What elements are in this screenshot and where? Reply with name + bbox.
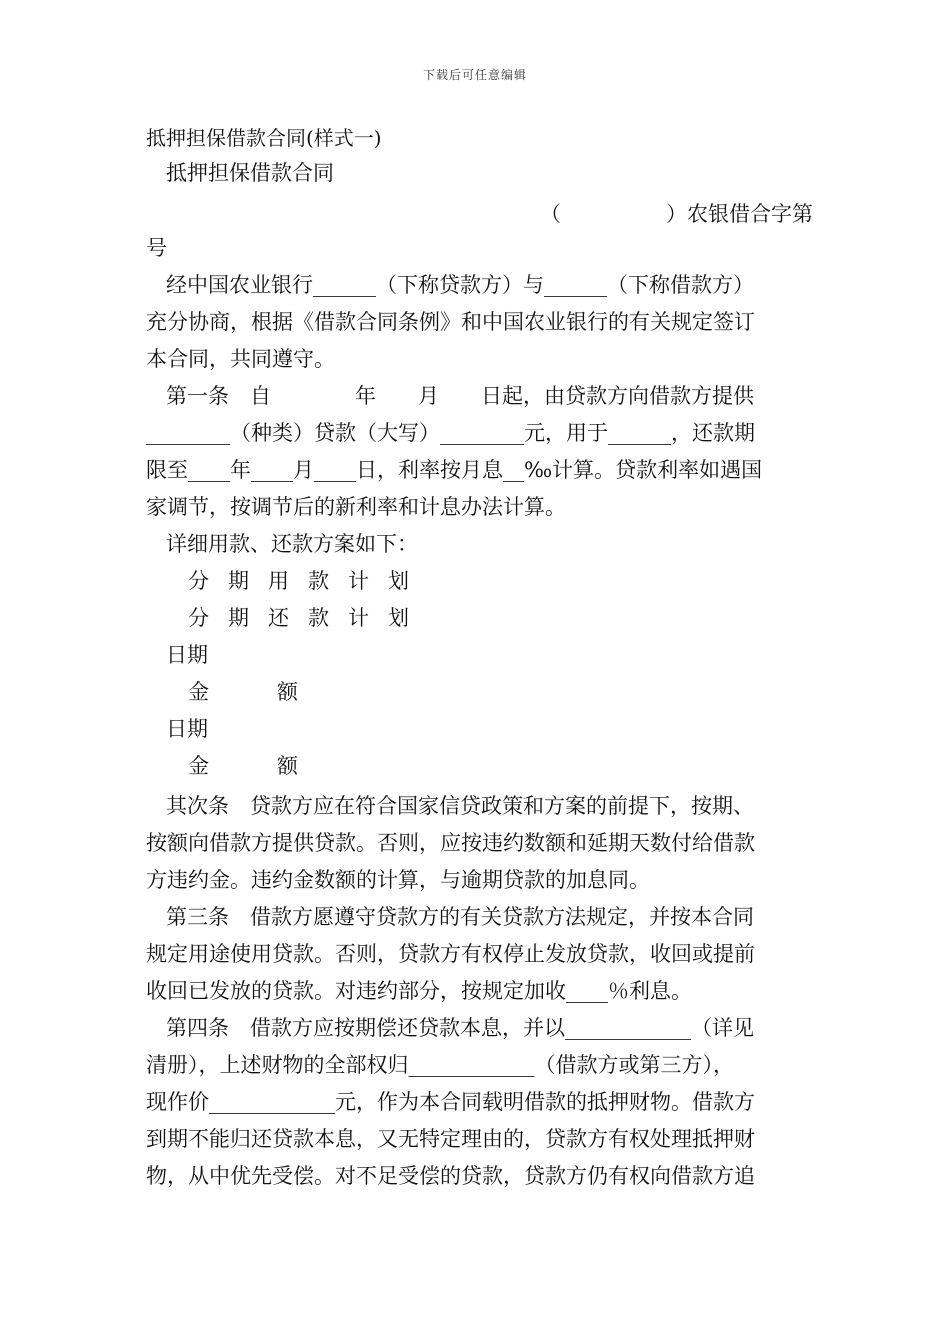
article-1-line: 第一条 自 年 月 日起，由贷款方向借款方提供 — [166, 384, 754, 408]
amount-label-char: 额 — [277, 680, 298, 704]
article-3-line: 第三条 借款方愿遵守贷款方的有关贷款方法规定，并按本合同 — [166, 905, 754, 929]
article-4-line: 物，从中优先受偿。对不足受偿的贷款，贷款方仍有权向借款方追 — [146, 1164, 755, 1188]
paragraph-line: 充分协商，根据《借款合同条例》和中国农业银行的有关规定签订 — [146, 310, 755, 334]
amount-label-char: 额 — [277, 754, 298, 778]
contract-number: （ ）农银借合字第 — [540, 202, 813, 226]
article-4-line: 清册），上述财物的全部权归____________（借款方或第三方）， — [146, 1053, 734, 1077]
article-1-line: ________（种类）贷款（大写）________元，用于______，还款期 — [146, 421, 755, 445]
article-3-line: 收回已发放的贷款。对违约部分，按规定加收____％利息。 — [146, 979, 692, 1003]
article-4-line: 第四条 借款方应按期偿还贷款本息，并以____________（详见 — [166, 1016, 754, 1040]
article-3-line: 规定用途使用贷款。否则，贷款方有权停止发放贷款，收回或提前 — [146, 942, 755, 966]
article-4-line: 现作价____________元，作为本合同载明借款的抵押财物。借款方 — [146, 1090, 755, 1114]
article-2-line: 其次条 贷款方应在符合国家信贷政策和方案的前提下，按期、 — [166, 794, 754, 818]
repayment-plan-heading: 分期还款计划 — [188, 606, 428, 630]
contract-number-tail: 号 — [146, 236, 167, 260]
loan-use-plan-heading: 分期用款计划 — [188, 569, 428, 593]
date-label: 日期 — [166, 643, 208, 667]
article-1-line: 家调节，按调节后的新利率和计息办法计算。 — [146, 495, 566, 519]
amount-label — [188, 748, 848, 785]
article-1-line: 限至____年____月____日，利率按月息__‰计算。贷款利率如遇国 — [146, 458, 763, 482]
header-note: 下载后可任意编辑 — [422, 68, 527, 82]
article-2-line: 按额向借款方提供贷款。否则，应按违约数额和延期天数付给借款 — [146, 831, 755, 855]
plan-intro: 详细用款、还款方案如下： — [166, 532, 418, 556]
amount-label-char: 金 — [188, 754, 209, 778]
amount-label — [188, 674, 848, 711]
date-label: 日期 — [166, 717, 208, 741]
article-4-line: 到期不能归还贷款本息，又无特定理由的，贷款方有权处理抵押财 — [146, 1127, 755, 1151]
document-subtitle: 抵押担保借款合同 — [166, 161, 334, 185]
document-title: 抵押担保借款合同(样式一) — [146, 126, 382, 150]
paragraph-line: 本合同，共同遵守。 — [146, 347, 335, 371]
article-2-line: 方违约金。违约金数额的计算，与逾期贷款的加息同。 — [146, 868, 650, 892]
paragraph-line: 经中国农业银行______（下称贷款方）与______（下称借款方） — [166, 273, 754, 297]
amount-label-char: 金 — [188, 680, 209, 704]
